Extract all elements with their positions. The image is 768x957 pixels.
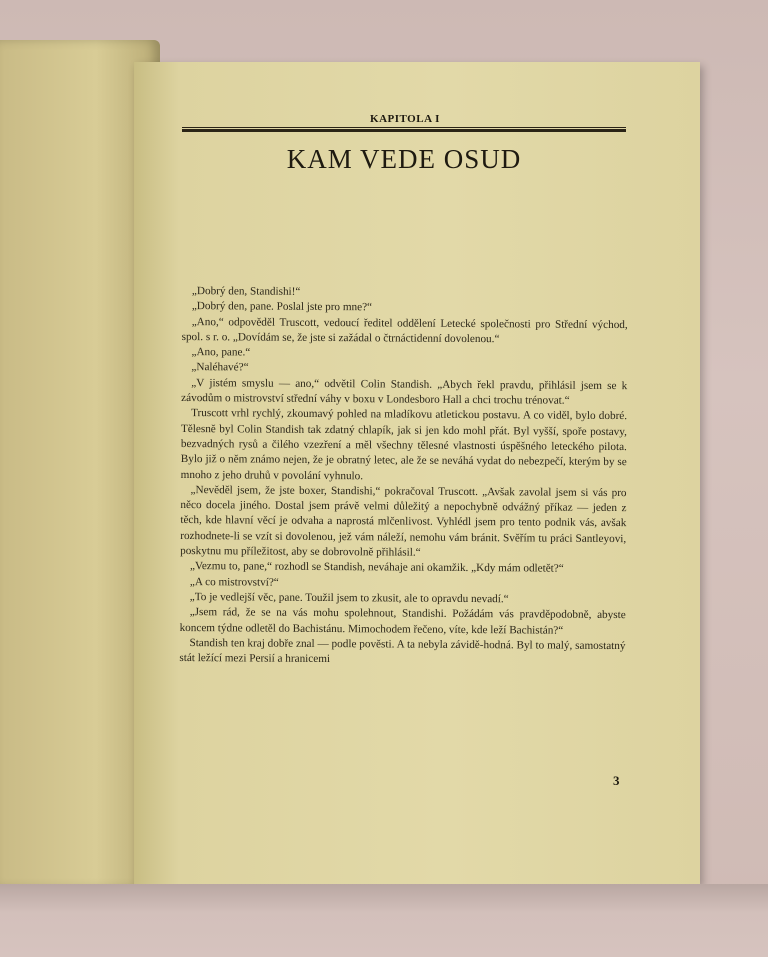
table-surface xyxy=(0,884,768,957)
paragraph: „Jsem rád, že se na vás mohu spolehnout, Standishi. Požádám vás pravděpodobně, abyste koncem týdne odletěl do Bachistánu. Mimochodem řečeno, víte, kde leží Bachistán?“ xyxy=(179,606,626,637)
paragraph: „Dobrý den, pane. Poslal jste pro mne?“ xyxy=(191,300,373,314)
body-text xyxy=(179,284,628,670)
header-rule-thick xyxy=(182,129,626,132)
paragraph: „V jistém smyslu — ano,“ odvětil Colin Standish. „Abych řekl pravdu, přihlásil jsem se k závodům o mistrovství střední váhy v boxu v Londesboro Hall a chci trochu trénovat.“ xyxy=(181,376,628,407)
paragraph: „Dobrý den, Standishi!“ xyxy=(191,285,301,298)
chapter-title: KAM VEDE OSUD xyxy=(286,144,522,174)
paragraph: „Naléhavé?“ xyxy=(191,361,249,374)
paragraph: „To je vedlejší věc, pane. Toužil jsem to zkusit, ale to opravdu nevadí.“ xyxy=(189,590,509,606)
page-number: 3 xyxy=(613,773,620,788)
header-rule-thin xyxy=(182,127,626,128)
chapter-label: KAPITOLA I xyxy=(370,113,440,125)
paragraph: „Vezmu to, pane,“ rozhodl se Standish, neváhaje ani okamžik. „Kdy mám odletět?“ xyxy=(189,560,564,576)
paragraph: „Ano, pane.“ xyxy=(191,346,251,359)
paragraph: Truscott vrhl rychlý, zkoumavý pohled na mladíkovu atletickou postavu. A co viděl, bylo dobré. Tělesně byl Colin Standish tak zdatný chlapík, jak si jen kdo mohl přát. Byl vyšší, spoře postavy, bezvadných rysů a čilého vzezření a měl všechny tělesné vlastnosti úspěšného leteckého pilota. Bylo již o něm známo nejen, že je obratný letec, ale že se neváhá vydat do nebezpečí, kterým by se mnoho z jeho druhů v povolání vyhnulo. xyxy=(180,407,628,482)
paragraph: Standish ten kraj dobře znal — podle pověsti. A ta nebyla závidě-hodná. Byl to malý, samostatný stát ležící mezi Persií a hranicemi xyxy=(179,636,626,666)
paragraph: „A co mistrovství?“ xyxy=(189,575,279,589)
paragraph: „Ano,“ odpověděl Truscott, vedoucí ředitel oddělení Letecké společnosti pro Střední východ, spol. s r. o. „Dovídám se, že jste si zažádal o čtrnáctidenní dovolenou.“ xyxy=(181,315,628,346)
paragraph: „Nevěděl jsem, že jste boxer, Standishi,“ pokračoval Truscott. „Avšak zavolal jsem si vás pro něco docela jiného. Dostal jsem právě velmi důležitý a nepochybně odvážný příkaz — jeden z těch, kde hlavní věcí je odvaha a naprostá mlčenlivost. Vyhlédl jsem pro tento podnik vás, avšak rozhodnete-li se vzít si dovolenou, jež vám náleží, nemohu vám bránit. Svěřím tu práci Santleyovi, poskytnu mu příležitost, aby se dobrovolně přihlásil.“ xyxy=(180,483,627,559)
